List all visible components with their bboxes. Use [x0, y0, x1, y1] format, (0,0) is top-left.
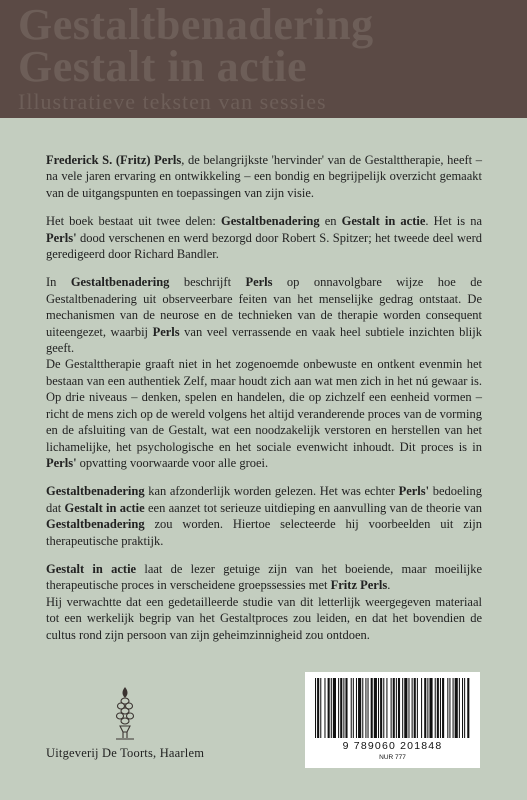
back-cover-text	[46, 152, 482, 655]
bold-span: Perls	[152, 324, 180, 339]
text-span: laat de lezer getuige zijn van het boeiende, maar moeilijke therapeutische proces in verscheidene groepssessies met	[46, 561, 482, 593]
barcode-bar	[435, 678, 436, 738]
bold-span: Gestaltbenadering	[70, 275, 170, 290]
text-span: Het boek bestaat uit twee delen:	[46, 214, 221, 229]
barcode	[305, 672, 480, 768]
barcode-bar	[396, 678, 397, 738]
barcode-bar	[331, 678, 332, 738]
text-span: bedoeling dat	[46, 484, 483, 515]
barcode-bar	[351, 678, 352, 738]
text-span: opvatting voorwaarde voor alle groei.	[76, 455, 269, 470]
paragraph-1	[46, 152, 482, 201]
barcode-bar	[320, 678, 321, 738]
barcode-bar	[442, 678, 444, 738]
text-span: In	[46, 275, 71, 290]
text-span: De Gestalttherapie graaft niet in het zogenoemde onbewuste en ontkent evenmin het bestaan van een authentiek Zelf, maar houdt zich aan wat men zich in het nú gewaar is. Op drie niveaus – denken, spelen en handelen, die op zichzelf een eenheid vormen – richt de mens zich op de wereld volgens het altijd veranderende proces van de vorming en de afsluiting van de Gestalt, wat een noodzakelijk verstoren en herstellen van het lichamelijke, het psychologische en het sociale evenwicht inhoudt. Dit proces is in	[46, 357, 482, 454]
publisher-name: Uitgeverij De Toorts, Haarlem	[46, 746, 205, 760]
barcode-bar	[358, 678, 361, 738]
barcode-bar	[429, 678, 432, 738]
bold-span: Perls'	[46, 230, 77, 245]
barcode-bar	[462, 678, 463, 738]
barcode-bar	[440, 678, 441, 738]
title-line-3: Illustratieve teksten van sessies	[18, 89, 327, 114]
barcode-bar	[340, 678, 342, 738]
barcode-bar	[453, 678, 454, 738]
bold-span: Fritz Perls	[330, 578, 388, 593]
text-span: , de belangrijkste 'hervinder' van de Gestalttherapie, heeft – na vele jaren ervaring en ontwikkeling – een bondig en begrijpelijk overzicht gemaakt van de uitgangspunten en toepassingen van zijn visie.	[46, 153, 482, 200]
text-span: kan afzonderlijk worden gelezen. Het was echter	[144, 484, 399, 499]
barcode-bar	[343, 678, 344, 738]
bold-span: Gestalt in actie	[46, 561, 137, 576]
title-band	[0, 0, 527, 118]
barcode-bar	[374, 678, 377, 738]
nur-code: NUR 777	[379, 754, 406, 761]
barcode-bar	[368, 678, 369, 738]
author-name: Frederick S. (Fritz) Perls	[46, 153, 182, 167]
bold-span: Perls	[245, 275, 273, 290]
paragraph-5	[46, 483, 482, 549]
barcode-bar	[324, 678, 325, 738]
barcode-bar	[427, 678, 428, 738]
bold-span: Perls'	[398, 484, 430, 499]
barcode-bar	[328, 678, 330, 738]
barcode-bar	[424, 678, 426, 738]
barcode-bar	[449, 678, 450, 738]
barcode-bar	[417, 678, 418, 738]
barcode-bar	[383, 678, 384, 738]
paragraph-4	[46, 356, 482, 471]
barcode-bar	[402, 678, 403, 738]
text-span: beschrijft	[169, 275, 246, 290]
paragraph-6	[46, 561, 482, 594]
paragraph-2	[46, 213, 482, 262]
barcode-bar	[404, 678, 407, 738]
text-span: zou worden. Hiertoe selecteerde hij voorbeelden uit zijn therapeutische praktijk.	[46, 517, 482, 548]
barcode-bar	[408, 678, 409, 738]
barcode-bar	[455, 678, 458, 738]
barcode-bar	[315, 678, 316, 738]
title-line-2: Gestalt in actie	[18, 42, 308, 91]
barcode-bar	[378, 678, 379, 738]
bold-span: Gestaltbenadering	[46, 517, 145, 532]
barcode-bar	[412, 678, 413, 738]
text-span: . Het is na	[425, 214, 482, 229]
bold-span: Gestalt in actie	[64, 500, 145, 515]
barcode-bar	[317, 678, 319, 738]
barcode-bar	[467, 678, 469, 738]
barcode-bar	[398, 678, 400, 738]
paragraph-7	[46, 594, 482, 643]
title-line-1: Gestaltbenadering	[18, 0, 374, 49]
barcode-bar	[414, 678, 416, 738]
bold-span: Gestaltbenadering	[46, 484, 145, 499]
bold-span: Gestalt in actie	[341, 214, 426, 229]
bold-span: Gestaltbenadering	[220, 214, 320, 229]
text-span: op onnavolgbare wijze hoe de Gestaltbenadering uit observeerbare feiten van het menselijke gedrag ontstaat. De mechanismen van de neurose en de technieken van de therapie worden consequent uiteengezet, waarbij	[46, 275, 482, 339]
barcode-bar	[459, 678, 460, 738]
text-span: een aanzet tot serieuze uitdieping en aanvulling van de theorie van	[144, 500, 482, 515]
barcode-bar	[447, 678, 448, 738]
text-span: dood verschenen en werd bezorgd door Robert S. Spitzer; het tweede deel werd geredigeerd door Richard Bandler.	[46, 230, 482, 262]
barcode-bar	[391, 678, 392, 738]
barcode-bar	[421, 678, 422, 738]
barcode-bar	[437, 678, 439, 738]
text-span: van veel verrassende en vaak heel subtiele inzichten blijk geeft.	[46, 324, 482, 356]
barcode-bar	[333, 678, 336, 738]
barcode-bar	[365, 678, 366, 738]
barcode-bars	[315, 678, 470, 740]
barcode-bar	[393, 678, 395, 738]
text-span: en	[319, 214, 342, 229]
paragraph-3	[46, 274, 482, 356]
barcode-bar	[380, 678, 382, 738]
barcode-bar	[362, 678, 363, 738]
bold-span: Perls'	[46, 455, 77, 470]
barcode-bar	[371, 678, 373, 738]
text-span: .	[387, 578, 391, 593]
barcode-bar	[338, 678, 339, 738]
barcode-bar	[345, 678, 347, 738]
barcode-bar	[353, 678, 354, 738]
barcode-bar	[356, 678, 357, 738]
isbn-number: 9 789060 201848	[342, 740, 443, 752]
barcode-bar	[386, 678, 387, 738]
text-span: Hij verwachtte dat een gedetailleerde studie van dit letterlijk weergegeven materiaal tot een werkelijk begrip van het Gestaltproces zou leiden, en dat het bovendien de cultus rond zijn persoon van zijn geheimzinnigheid zou ontdoen.	[46, 594, 482, 642]
torch-logo-icon	[110, 686, 140, 742]
barcode-bar	[464, 678, 465, 738]
